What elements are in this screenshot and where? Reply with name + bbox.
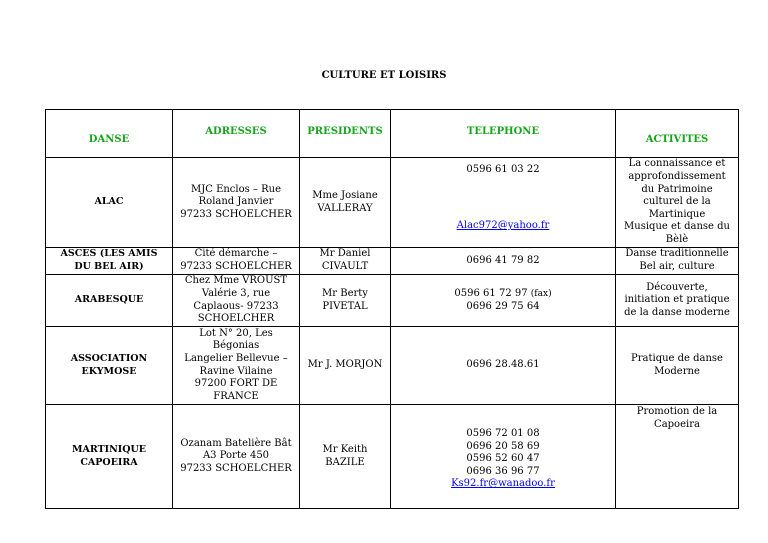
address-line: SCHOELCHER <box>197 313 275 325</box>
phone-number: 0596 72 01 08 <box>466 428 540 440</box>
president-cell <box>300 158 391 248</box>
table-row <box>46 275 739 327</box>
header-adresses: ADRESSES <box>173 110 300 158</box>
header-row <box>46 110 739 158</box>
phone-number: 0596 61 72 97 (fax) <box>454 287 552 299</box>
header-presidents: PRESIDENTS <box>300 110 391 158</box>
org-name: ALAC <box>46 158 173 248</box>
activity-line: Pratique de danse <box>631 352 723 364</box>
address-line: Ravine Vilaine <box>199 365 273 377</box>
header-danse: DANSE <box>46 110 173 158</box>
email-link[interactable]: Ks92.fr@wanadoo.fr <box>451 478 555 490</box>
president-line: Mr Daniel <box>319 248 371 260</box>
address-line: Valérie 3, rue <box>201 287 271 299</box>
phone-number: 0696 36 96 77 <box>466 465 540 477</box>
president-line: Mr Keith <box>322 443 368 455</box>
activity-line: Bel air, culture <box>639 261 715 272</box>
activities-cell <box>616 327 739 405</box>
header-telephone: TELEPHONE <box>391 110 616 158</box>
phone-number: 0696 41 79 82 <box>466 254 540 266</box>
activity-line: du Patrimoine <box>641 183 713 195</box>
fax-note: (fax) <box>530 288 552 299</box>
address-line: Cité démarche – <box>194 248 278 260</box>
activity-line: Capoeira <box>654 418 700 430</box>
activity-line: Promotion de la <box>636 406 718 417</box>
address-line: MJC Enclos – Rue <box>190 183 281 195</box>
phone-number: 0696 28.48.61 <box>466 359 540 371</box>
address-line: FRANCE <box>213 390 259 402</box>
activities-cell <box>616 248 739 275</box>
activity-line: culturel de la <box>643 196 711 208</box>
telephone-cell <box>391 405 616 509</box>
address-line: Roland Janvier <box>198 196 274 208</box>
phone-number: 0596 61 03 22 <box>466 164 540 175</box>
activity-line: initiation et pratique <box>624 294 730 306</box>
activity-line: Danse traditionnelle <box>625 248 729 260</box>
address-line: 97200 FORT DE <box>194 378 278 390</box>
address-line: 97233 SCHOELCHER <box>180 462 292 474</box>
table-row <box>46 327 739 405</box>
org-name: ASCES (LES AMIS DU BEL AIR) <box>46 248 173 275</box>
activity-line: Moderne <box>654 365 700 377</box>
telephone-cell <box>391 158 616 248</box>
president-line: PIVETAL <box>322 300 368 312</box>
associations-table <box>45 109 739 509</box>
address-line: A3 Porte 450 <box>202 450 270 462</box>
table-row <box>46 158 739 248</box>
activity-line: Bèlè <box>665 233 689 245</box>
address-cell <box>173 405 300 509</box>
president-cell <box>300 275 391 327</box>
table-row <box>46 405 739 509</box>
address-cell <box>173 248 300 275</box>
header-activites: ACTIVITES <box>616 110 739 158</box>
org-name: MARTINIQUE CAPOEIRA <box>46 405 173 509</box>
address-line: Bégonias <box>212 340 260 352</box>
address-line: 97233 SCHOELCHER <box>180 261 292 272</box>
activity-line: approfondissement <box>628 171 726 183</box>
address-line: Caplaous- 97233 <box>193 300 279 312</box>
president-line: BAZILE <box>325 456 365 468</box>
address-line: Lot N° 20, Les <box>199 327 273 339</box>
phone-number: 0696 29 75 64 <box>466 300 540 312</box>
phone-number: 0696 20 58 69 <box>466 440 540 452</box>
activity-line: La connaissance et <box>628 158 726 170</box>
address-line: Langelier Bellevue – <box>184 352 288 364</box>
president-cell <box>300 405 391 509</box>
president-line: Mr Berty <box>322 287 368 299</box>
address-line: Ozanam Batelière Bât <box>180 437 292 449</box>
email-link[interactable]: Alac972@yahoo.fr <box>456 220 550 232</box>
address-line: 97233 SCHOELCHER <box>180 208 292 220</box>
president-cell: Mr J. MORJON <box>300 327 391 405</box>
page-title: CULTURE ET LOISIRS <box>321 70 447 81</box>
activity-line: Martinique <box>648 208 706 220</box>
president-line: CIVAULT <box>321 261 369 272</box>
activity-line: Découverte, <box>646 281 708 293</box>
activity-line: Musique et danse du <box>624 221 730 233</box>
telephone-cell <box>391 248 616 275</box>
table-row <box>46 248 739 275</box>
activities-cell <box>616 405 739 509</box>
activities-cell <box>616 158 739 248</box>
telephone-cell <box>391 275 616 327</box>
president-cell <box>300 248 391 275</box>
telephone-cell <box>391 327 616 405</box>
org-name: ASSOCIATION EKYMOSE <box>46 327 173 405</box>
address-cell <box>173 158 300 248</box>
president-line: VALLERAY <box>317 202 373 214</box>
address-cell <box>173 275 300 327</box>
activity-line: de la danse moderne <box>624 306 730 318</box>
president-line: Mme Josiane <box>312 189 378 201</box>
address-cell <box>173 327 300 405</box>
phone-number: 0596 52 60 47 <box>466 453 540 465</box>
org-name: ARABESQUE <box>46 275 173 327</box>
activities-cell <box>616 275 739 327</box>
address-line: Chez Mme VROUST <box>184 275 288 287</box>
